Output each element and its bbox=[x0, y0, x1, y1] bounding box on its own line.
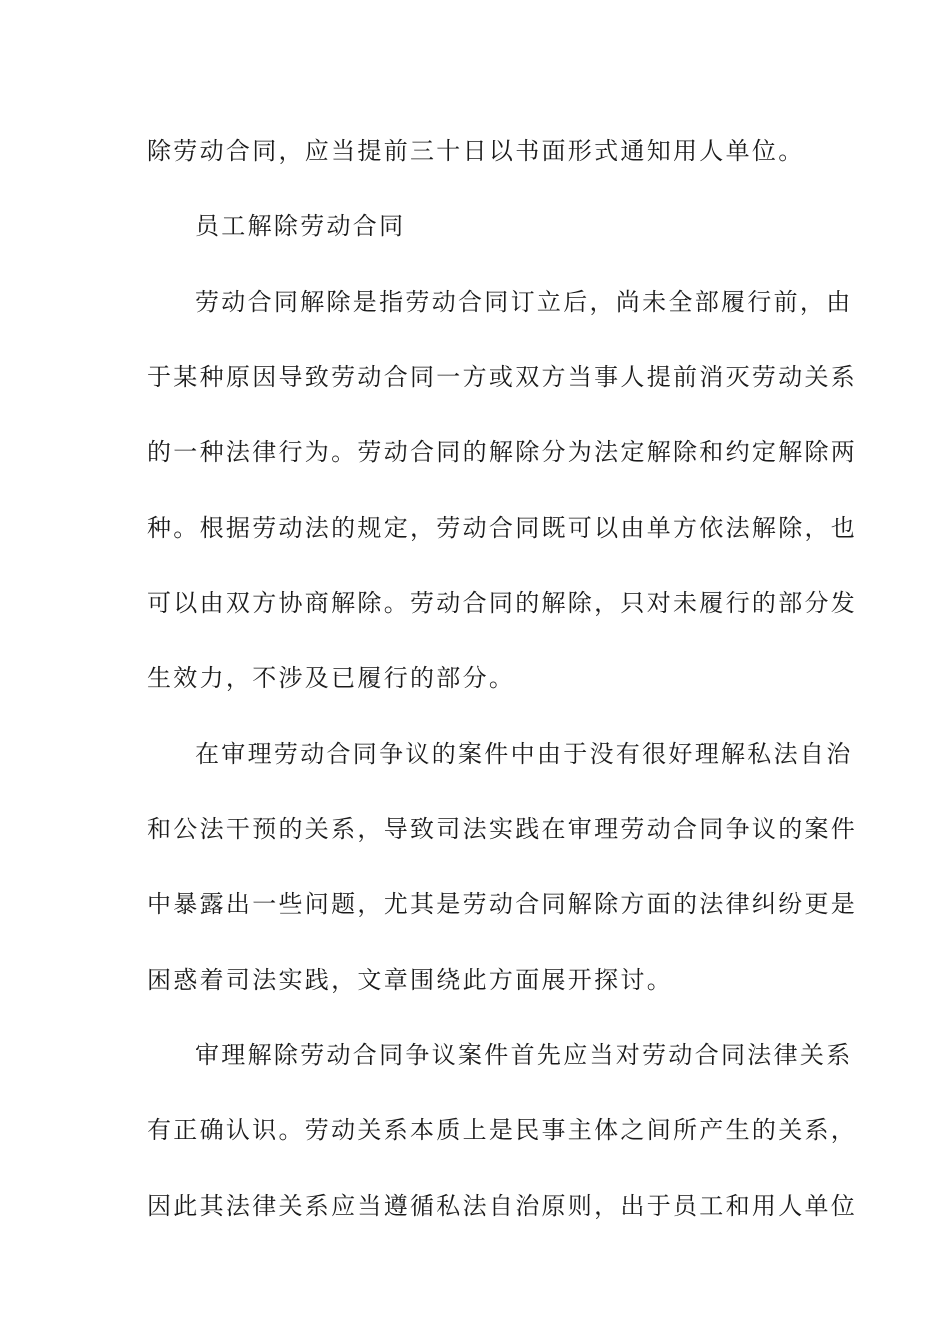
text-line: 困惑着司法实践，文章围绕此方面展开探讨。 bbox=[147, 966, 673, 994]
text-line: 劳动合同解除是指劳动合同订立后，尚未全部履行前，由 bbox=[195, 288, 853, 316]
section-heading: 员工解除劳动合同 bbox=[195, 212, 406, 240]
text-line: 在审理劳动合同争议的案件中由于没有很好理解私法自治 bbox=[195, 740, 853, 768]
text-line: 中暴露出一些问题，尤其是劳动合同解除方面的法律纠纷更是 bbox=[147, 890, 858, 918]
text-line: 生效力，不涉及已履行的部分。 bbox=[147, 664, 516, 692]
text-line: 于某种原因导致劳动合同一方或双方当事人提前消灭劳动关系 bbox=[147, 363, 858, 391]
text-line: 有正确认识。劳动关系本质上是民事主体之间所产生的关系， bbox=[147, 1116, 858, 1144]
text-line: 种。根据劳动法的规定，劳动合同既可以由单方依法解除，也 bbox=[147, 514, 858, 542]
text-line: 除劳动合同，应当提前三十日以书面形式通知用人单位。 bbox=[147, 137, 805, 165]
text-line: 可以由双方协商解除。劳动合同的解除，只对未履行的部分发 bbox=[147, 589, 858, 617]
text-line: 和公法干预的关系，导致司法实践在审理劳动合同争议的案件 bbox=[147, 815, 858, 843]
text-line: 审理解除劳动合同争议案件首先应当对劳动合同法律关系 bbox=[195, 1041, 853, 1069]
text-line: 的一种法律行为。劳动合同的解除分为法定解除和约定解除两 bbox=[147, 438, 858, 466]
text-line: 因此其法律关系应当遵循私法自治原则，出于员工和用人单位 bbox=[147, 1192, 858, 1220]
